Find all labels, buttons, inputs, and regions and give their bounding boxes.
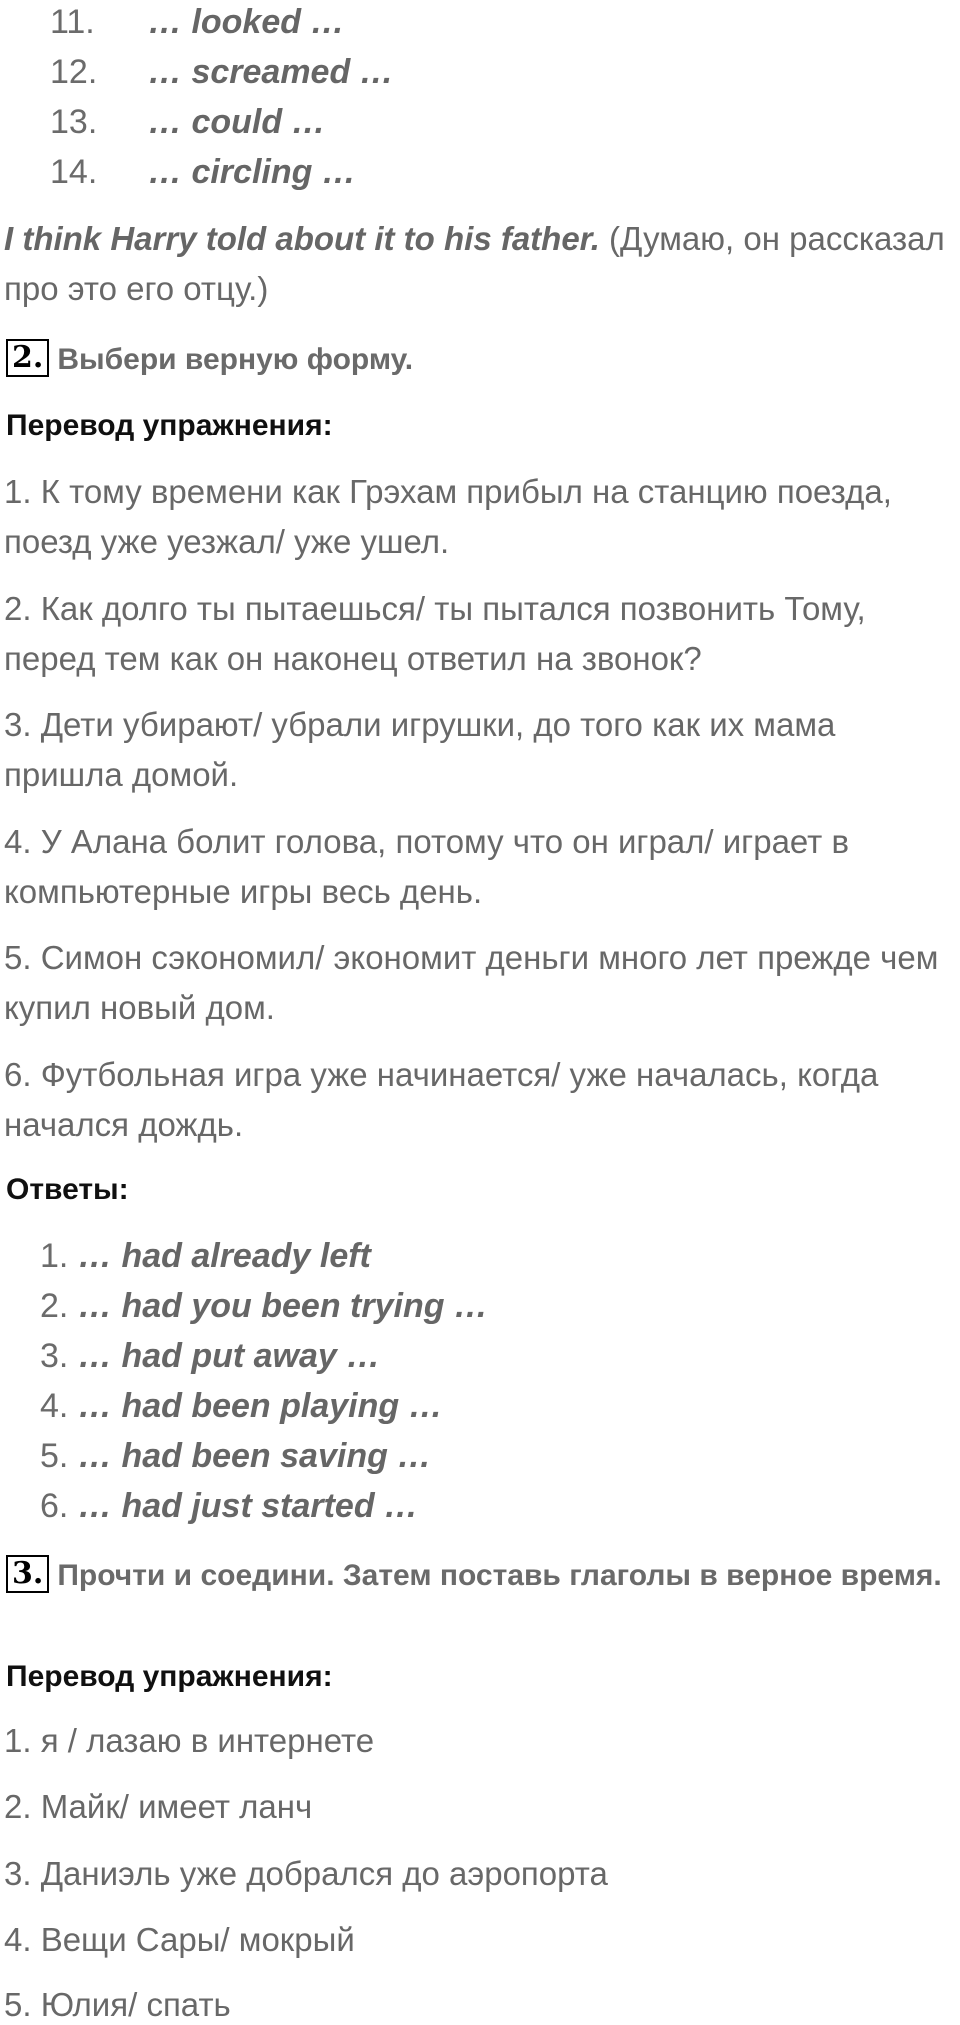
task-number-box: 3. xyxy=(6,1555,49,1593)
translation-item: 3. Дети убирают/ убрали игрушки, до того как их мама пришла домой. xyxy=(4,706,836,793)
note-russian: (Думаю, он рассказал про это его отцу.) xyxy=(4,220,945,307)
exercise-item: 4. Вещи Сары/ мокрый xyxy=(4,1921,355,1958)
answer-text: … had already left xyxy=(78,1237,371,1275)
answer-text: … had been saving … xyxy=(78,1437,432,1475)
answers-heading: Ответы: xyxy=(6,1173,129,1206)
list-item-text: … circling … xyxy=(148,153,356,191)
note-english: I think Harry told about it to his father. xyxy=(4,220,600,257)
answer-number: 3. xyxy=(40,1337,69,1375)
list-item-number: 11. xyxy=(50,3,95,41)
list-item-number: 12. xyxy=(50,53,98,91)
answer-number: 4. xyxy=(40,1387,69,1425)
task-number-box: 2. xyxy=(6,339,49,377)
task-2-header xyxy=(6,335,946,385)
answer-number: 6. xyxy=(40,1487,69,1525)
translation-item: 1. К тому времени как Грэхам прибыл на станцию поезда, поезд уже уезжал/ уже ушел. xyxy=(4,473,892,560)
translation-heading: Перевод упражнения: xyxy=(6,1660,333,1693)
answer-number: 5. xyxy=(40,1437,69,1475)
note-paragraph xyxy=(4,214,949,314)
translation-item: 4. У Алана болит голова, потому что он играл/ играет в компьютерные игры весь день. xyxy=(4,823,849,910)
translation-item: 2. Как долго ты пытаешься/ ты пытался позвонить Тому, перед тем как он наконец ответил на звонок? xyxy=(4,590,866,677)
translation-heading: Перевод упражнения: xyxy=(6,409,333,442)
answer-text: … had put away … xyxy=(78,1337,381,1375)
answer-number: 2. xyxy=(40,1287,69,1325)
exercise-item: 3. Даниэль уже добрался до аэропорта xyxy=(4,1855,608,1892)
task-title: Прочти и соедини. Затем поставь глаголы в верное время. xyxy=(57,1559,942,1592)
task-title: Выбери верную форму. xyxy=(57,343,414,376)
translation-item: 6. Футбольная игра уже начинается/ уже началась, когда начался дождь. xyxy=(4,1056,879,1143)
answer-text: … had been playing … xyxy=(78,1387,443,1425)
exercise-item: 2. Майк/ имеет ланч xyxy=(4,1788,313,1825)
list-item-text: … screamed … xyxy=(148,53,394,91)
answer-text: … had just started … xyxy=(78,1487,419,1525)
task-3-header xyxy=(6,1551,946,1601)
exercise-item: 1. я / лазаю в интернете xyxy=(4,1722,375,1759)
list-item-number: 14. xyxy=(50,153,98,191)
list-item-number: 13. xyxy=(50,103,98,141)
exercise-item: 5. Юлия/ спать xyxy=(4,1986,231,2023)
answer-text: … had you been trying … xyxy=(78,1287,488,1325)
answer-number: 1. xyxy=(40,1237,69,1275)
translation-item: 5. Симон сэкономил/ экономит деньги много лет прежде чем купил новый дом. xyxy=(4,939,939,1026)
list-item-text: … could … xyxy=(148,103,326,141)
list-item-text: … looked … xyxy=(148,3,345,41)
